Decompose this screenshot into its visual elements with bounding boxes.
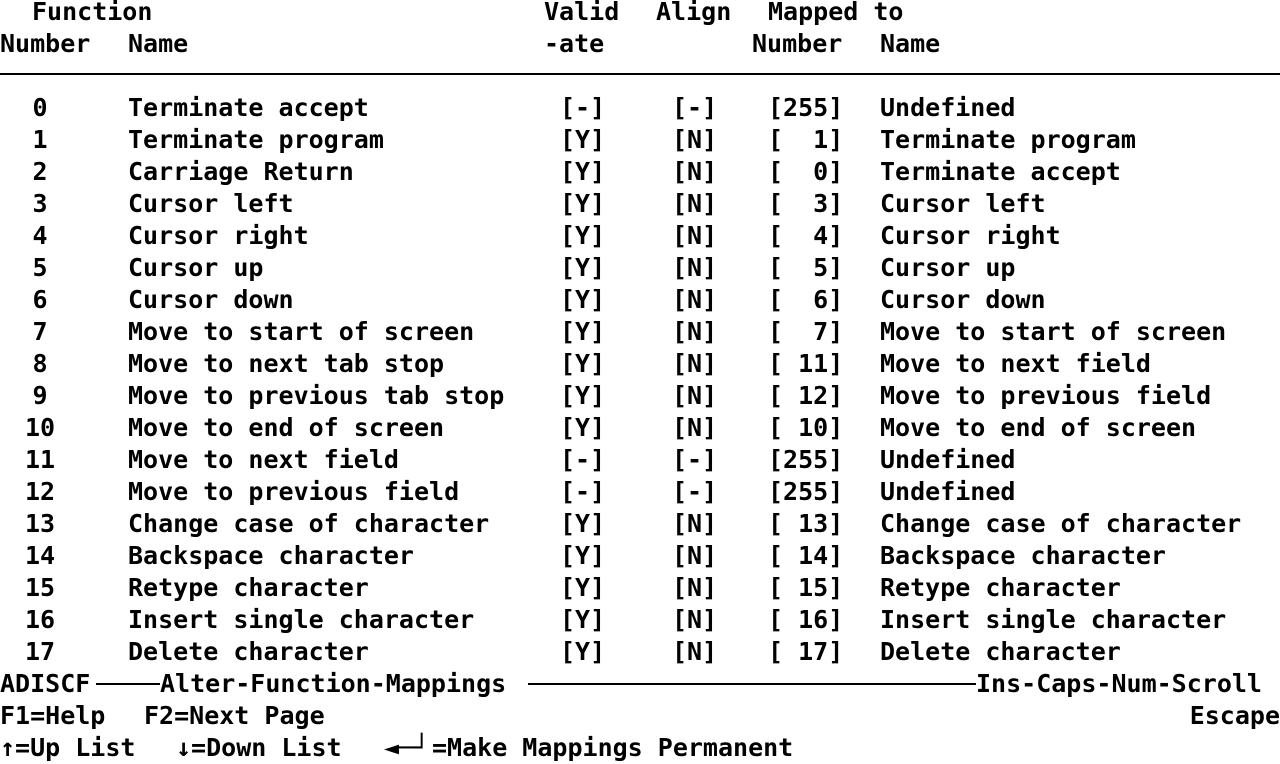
row-mapped-name: Move to previous field <box>880 381 1212 410</box>
row-align-flag[interactable]: [-] <box>672 477 718 506</box>
row-validate-flag[interactable]: [Y] <box>560 157 606 186</box>
header-function-label: Function <box>32 0 153 26</box>
row-align-flag[interactable]: [-] <box>672 93 718 122</box>
row-function-name: Cursor up <box>128 253 264 282</box>
row-mapped-number[interactable]: [ 3] <box>768 189 844 218</box>
row-function-name: Carriage Return <box>128 157 354 186</box>
row-validate-flag[interactable]: [Y] <box>560 637 606 666</box>
header-validate-label: -ate <box>544 29 605 58</box>
row-mapped-number[interactable]: [255] <box>768 445 844 474</box>
row-mapped-name: Move to next field <box>880 349 1151 378</box>
row-function-name: Move to previous field <box>128 477 460 506</box>
row-align-flag[interactable]: [N] <box>672 349 718 378</box>
row-mapped-number[interactable]: [ 1] <box>768 125 844 154</box>
header-mapped-name-label: Name <box>880 29 941 58</box>
row-number: 16 <box>24 605 56 634</box>
next-page-key[interactable]: F2=Next Page <box>144 701 325 730</box>
row-validate-flag[interactable]: [Y] <box>560 125 606 154</box>
row-mapped-number[interactable]: [255] <box>768 477 844 506</box>
row-number: 5 <box>32 253 48 282</box>
row-validate-flag[interactable]: [Y] <box>560 253 606 282</box>
row-mapped-number[interactable]: [ 14] <box>768 541 844 570</box>
row-validate-flag[interactable]: [Y] <box>560 349 606 378</box>
row-mapped-number[interactable]: [ 4] <box>768 221 844 250</box>
row-mapped-name: Undefined <box>880 93 1016 122</box>
header-mapped-label: Mapped to <box>768 0 904 26</box>
row-number: 15 <box>24 573 56 602</box>
row-mapped-name: Retype character <box>880 573 1121 602</box>
escape-key[interactable]: Escape <box>1189 701 1280 730</box>
row-validate-flag[interactable]: [Y] <box>560 221 606 250</box>
row-validate-flag[interactable]: [-] <box>560 477 606 506</box>
make-permanent-key[interactable]: =Make Mappings Permanent <box>432 733 794 762</box>
row-validate-flag[interactable]: [Y] <box>560 605 606 634</box>
row-mapped-name: Undefined <box>880 445 1016 474</box>
row-mapped-name: Cursor right <box>880 221 1061 250</box>
row-number: 9 <box>32 381 48 410</box>
row-number: 10 <box>24 413 56 442</box>
row-validate-flag[interactable]: [-] <box>560 445 606 474</box>
row-align-flag[interactable]: [N] <box>672 605 718 634</box>
status-indicators: Ins-Caps-Num-Scroll <box>976 669 1262 698</box>
row-align-flag[interactable]: [N] <box>672 381 718 410</box>
row-validate-flag[interactable]: [Y] <box>560 541 606 570</box>
row-number: 13 <box>24 509 56 538</box>
row-function-name: Move to start of screen <box>128 317 475 346</box>
row-validate-flag[interactable]: [Y] <box>560 509 606 538</box>
up-list-key[interactable]: ↑=Up List <box>0 733 136 762</box>
row-number: 6 <box>32 285 48 314</box>
row-mapped-name: Cursor down <box>880 285 1046 314</box>
row-function-name: Move to previous tab stop <box>128 381 505 410</box>
row-mapped-number[interactable]: [ 10] <box>768 413 844 442</box>
row-number: 3 <box>32 189 48 218</box>
row-align-flag[interactable]: [N] <box>672 317 718 346</box>
row-align-flag[interactable]: [N] <box>672 541 718 570</box>
status-separator <box>528 683 976 685</box>
header-align-label: Align <box>656 0 732 26</box>
row-validate-flag[interactable]: [Y] <box>560 189 606 218</box>
row-number: 2 <box>32 157 48 186</box>
row-number: 11 <box>24 445 56 474</box>
row-align-flag[interactable]: [N] <box>672 221 718 250</box>
row-function-name: Change case of character <box>128 509 490 538</box>
row-number: 14 <box>24 541 56 570</box>
row-function-name: Backspace character <box>128 541 414 570</box>
row-mapped-number[interactable]: [ 15] <box>768 573 844 602</box>
row-mapped-number[interactable]: [ 0] <box>768 157 844 186</box>
row-function-name: Delete character <box>128 637 369 666</box>
row-validate-flag[interactable]: [Y] <box>560 573 606 602</box>
row-mapped-number[interactable]: [255] <box>768 93 844 122</box>
row-function-name: Move to next field <box>128 445 399 474</box>
row-mapped-number[interactable]: [ 12] <box>768 381 844 410</box>
row-mapped-name: Terminate program <box>880 125 1136 154</box>
enter-key-icon: ◄─┘ <box>384 733 430 762</box>
row-mapped-name: Backspace character <box>880 541 1166 570</box>
row-function-name: Cursor left <box>128 189 294 218</box>
row-align-flag[interactable]: [N] <box>672 189 718 218</box>
row-mapped-number[interactable]: [ 5] <box>768 253 844 282</box>
row-function-name: Cursor down <box>128 285 294 314</box>
row-validate-flag[interactable]: [Y] <box>560 381 606 410</box>
row-number: 7 <box>32 317 48 346</box>
row-align-flag[interactable]: [N] <box>672 157 718 186</box>
header-name-label: Name <box>128 29 189 58</box>
row-number: 12 <box>24 477 56 506</box>
header-valid-label: Valid <box>544 0 620 26</box>
row-mapped-number[interactable]: [ 6] <box>768 285 844 314</box>
row-mapped-name: Delete character <box>880 637 1121 666</box>
row-mapped-name: Move to start of screen <box>880 317 1227 346</box>
app-code: ADISCF <box>0 669 91 698</box>
row-number: 1 <box>32 125 48 154</box>
screen-title: Alter-Function-Mappings <box>160 669 507 698</box>
row-align-flag[interactable]: [N] <box>672 253 718 282</box>
row-validate-flag[interactable]: [Y] <box>560 317 606 346</box>
row-align-flag[interactable]: [-] <box>672 445 718 474</box>
row-validate-flag[interactable]: [Y] <box>560 413 606 442</box>
row-mapped-number[interactable]: [ 16] <box>768 605 844 634</box>
row-function-name: Move to next tab stop <box>128 349 445 378</box>
row-function-name: Cursor right <box>128 221 309 250</box>
row-mapped-name: Cursor up <box>880 253 1016 282</box>
status-separator <box>96 683 160 685</box>
row-mapped-name: Undefined <box>880 477 1016 506</box>
row-number: 0 <box>32 93 48 122</box>
row-mapped-name: Terminate accept <box>880 157 1121 186</box>
row-mapped-name: Move to end of screen <box>880 413 1197 442</box>
row-function-name: Retype character <box>128 573 369 602</box>
row-number: 8 <box>32 349 48 378</box>
row-validate-flag[interactable]: [-] <box>560 93 606 122</box>
row-function-name: Terminate accept <box>128 93 369 122</box>
row-mapped-number[interactable]: [ 17] <box>768 637 844 666</box>
row-mapped-number[interactable]: [ 11] <box>768 349 844 378</box>
row-number: 17 <box>24 637 56 666</box>
row-align-flag[interactable]: [N] <box>672 509 718 538</box>
row-mapped-name: Cursor left <box>880 189 1046 218</box>
row-align-flag[interactable]: [N] <box>672 285 718 314</box>
row-function-name: Move to end of screen <box>128 413 445 442</box>
row-align-flag[interactable]: [N] <box>672 413 718 442</box>
row-align-flag[interactable]: [N] <box>672 125 718 154</box>
header-mapped-number-label: Number <box>752 29 843 58</box>
header-number-label: Number <box>0 29 91 58</box>
row-mapped-name: Change case of character <box>880 509 1242 538</box>
row-align-flag[interactable]: [N] <box>672 637 718 666</box>
row-function-name: Terminate program <box>128 125 384 154</box>
row-function-name: Insert single character <box>128 605 475 634</box>
row-mapped-number[interactable]: [ 7] <box>768 317 844 346</box>
down-list-key[interactable]: ↓=Down List <box>176 733 342 762</box>
row-align-flag[interactable]: [N] <box>672 573 718 602</box>
row-mapped-name: Insert single character <box>880 605 1227 634</box>
help-key[interactable]: F1=Help <box>0 701 106 730</box>
row-number: 4 <box>32 221 48 250</box>
row-validate-flag[interactable]: [Y] <box>560 285 606 314</box>
header-divider <box>0 73 1280 75</box>
row-mapped-number[interactable]: [ 13] <box>768 509 844 538</box>
